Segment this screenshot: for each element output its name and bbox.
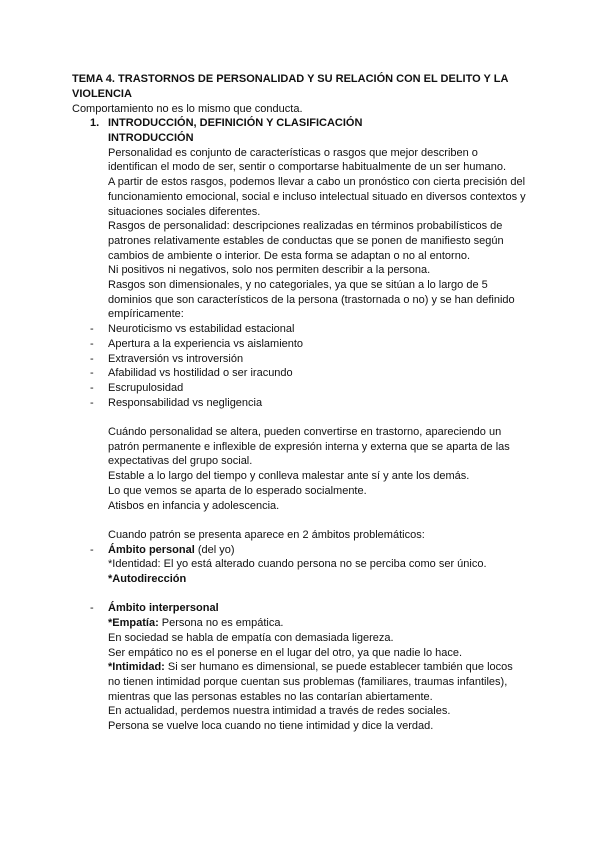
list-item <box>90 396 528 411</box>
dash-marker: - <box>90 352 94 365</box>
section-heading <box>90 116 362 131</box>
paragraph-ambitos-intro: Cuando patrón se presenta aparece en 2 ámbitos problemáticos: <box>108 528 425 541</box>
empatia-label: *Empatía: <box>108 617 159 630</box>
ambito-personal-suffix: (del yo) <box>194 543 235 556</box>
list-item-text: Responsabilidad vs negligencia <box>108 396 263 409</box>
ambito-interpersonal-label: Ámbito interpersonal <box>108 602 219 615</box>
empatia-line-3: Ser empático no es el ponerse en el lugar del otro, ya que nadie lo hace. <box>108 646 463 659</box>
paragraph-rasgos-pronostico: A partir de estos rasgos, podemos llevar a cabo un pronóstico con cierta precisión del funcionamiento emocional, social e incluso intelectual situado en diversos contextos y situaciones sociales diferentes. <box>108 176 526 218</box>
list-item-text: Neuroticismo vs estabilidad estacional <box>108 323 295 336</box>
intimidad-text: Si ser humano es dimensional, se puede establecer también que locos no tienen intimidad porque cuentan sus problemas (familiares, traumas infantiles), mientras que las personas estables no las contarían abiertamente. <box>108 661 513 703</box>
dash-marker: - <box>90 396 94 409</box>
section-title: INTRODUCCIÓN, DEFINICIÓN Y CLASIFICACIÓN <box>108 117 363 129</box>
identidad-line: *Identidad: El yo está alterado cuando persona no se perciba como ser único. <box>108 558 487 571</box>
dash-marker: - <box>90 602 94 615</box>
paragraph-atisbos: Atisbos en infancia y adolescencia. <box>108 499 280 512</box>
paragraph-dimensionales: Rasgos son dimensionales, y no categoriales, ya que se sitúan a lo largo de 5 dominios que son característicos de la persona (trastornada o no) y se han definido empíricamente: <box>108 279 515 321</box>
list-item-ambito-interpersonal <box>90 601 528 733</box>
intimidad-line-2: En actualidad, perdemos nuestra intimidad a través de redes sociales. <box>108 705 451 718</box>
list-item <box>90 366 528 381</box>
paragraph-personalidad: Personalidad es conjunto de características o rasgos que mejor describen o identifican el modo de ser, sentir o comportarse habitualmente de un ser humano. <box>108 146 507 174</box>
document-body <box>90 131 528 734</box>
paragraph-trastorno: Cuándo personalidad se altera, pueden convertirse en trastorno, apareciendo un patrón permanente e inflexible de expresión interna y externa que se aparta de las expectativas del grupo social. <box>108 426 510 468</box>
spacer <box>108 410 528 425</box>
intro-heading: INTRODUCCIÓN <box>108 132 194 144</box>
spacer <box>108 587 528 602</box>
list-item <box>90 352 528 367</box>
intimidad-line-3: Persona se vuelve loca cuando no tiene intimidad y dice la verdad. <box>108 720 434 733</box>
intimidad-label: *Intimidad: <box>108 661 165 674</box>
ambitos-list <box>90 543 528 734</box>
empatia-line-2: En sociedad se habla de empatía con demasiada ligereza. <box>108 631 394 644</box>
domains-list <box>90 322 528 410</box>
spacer <box>108 513 528 528</box>
dash-marker: - <box>90 323 94 336</box>
subtitle-line: Comportamiento no es lo mismo que conducta. <box>72 103 303 115</box>
document-title: TEMA 4. TRASTORNOS DE PERSONALIDAD Y SU RELACIÓN CON EL DELITO Y LA VIOLENCIA <box>72 73 508 100</box>
intimidad-paragraph <box>108 660 528 704</box>
dash-marker: - <box>90 367 94 380</box>
dash-marker: - <box>90 337 94 350</box>
ambito-personal-label: Ámbito personal <box>108 543 195 556</box>
list-item-text: Escrupulosidad <box>108 381 184 394</box>
dash-marker: - <box>90 543 94 556</box>
list-item <box>90 337 528 352</box>
paragraph-ni-positivos: Ni positivos ni negativos, solo nos permiten describir a la persona. <box>108 264 431 277</box>
paragraph-estable: Estable a lo largo del tiempo y conlleva malestar ante sí y ante los demás. <box>108 470 470 483</box>
list-item <box>90 322 528 337</box>
list-item-text: Apertura a la experiencia vs aislamiento <box>108 337 304 350</box>
list-item-text: Extraversión vs introversión <box>108 352 244 365</box>
autodireccion-line: *Autodirección <box>108 573 187 586</box>
ambito-personal-heading <box>108 543 528 558</box>
paragraph-rasgos-definicion: Rasgos de personalidad: descripciones realizadas en términos probabilísticos de patrones relativamente estables de conductas que se ponen de manifiesto según cambios de ambiente o interior. De esta forma se adaptan o no al entorno. <box>108 220 504 262</box>
list-item <box>90 381 528 396</box>
section-number: 1. <box>90 117 100 129</box>
paragraph-se-aparta: Lo que vemos se aparta de lo esperado socialmente. <box>108 484 367 497</box>
empatia-text: Persona no es empática. <box>158 617 284 630</box>
list-item-text: Afabilidad vs hostilidad o ser iracundo <box>108 367 293 380</box>
dash-marker: - <box>90 381 94 394</box>
list-item-ambito-personal <box>90 543 528 602</box>
empatia-line <box>108 616 528 631</box>
